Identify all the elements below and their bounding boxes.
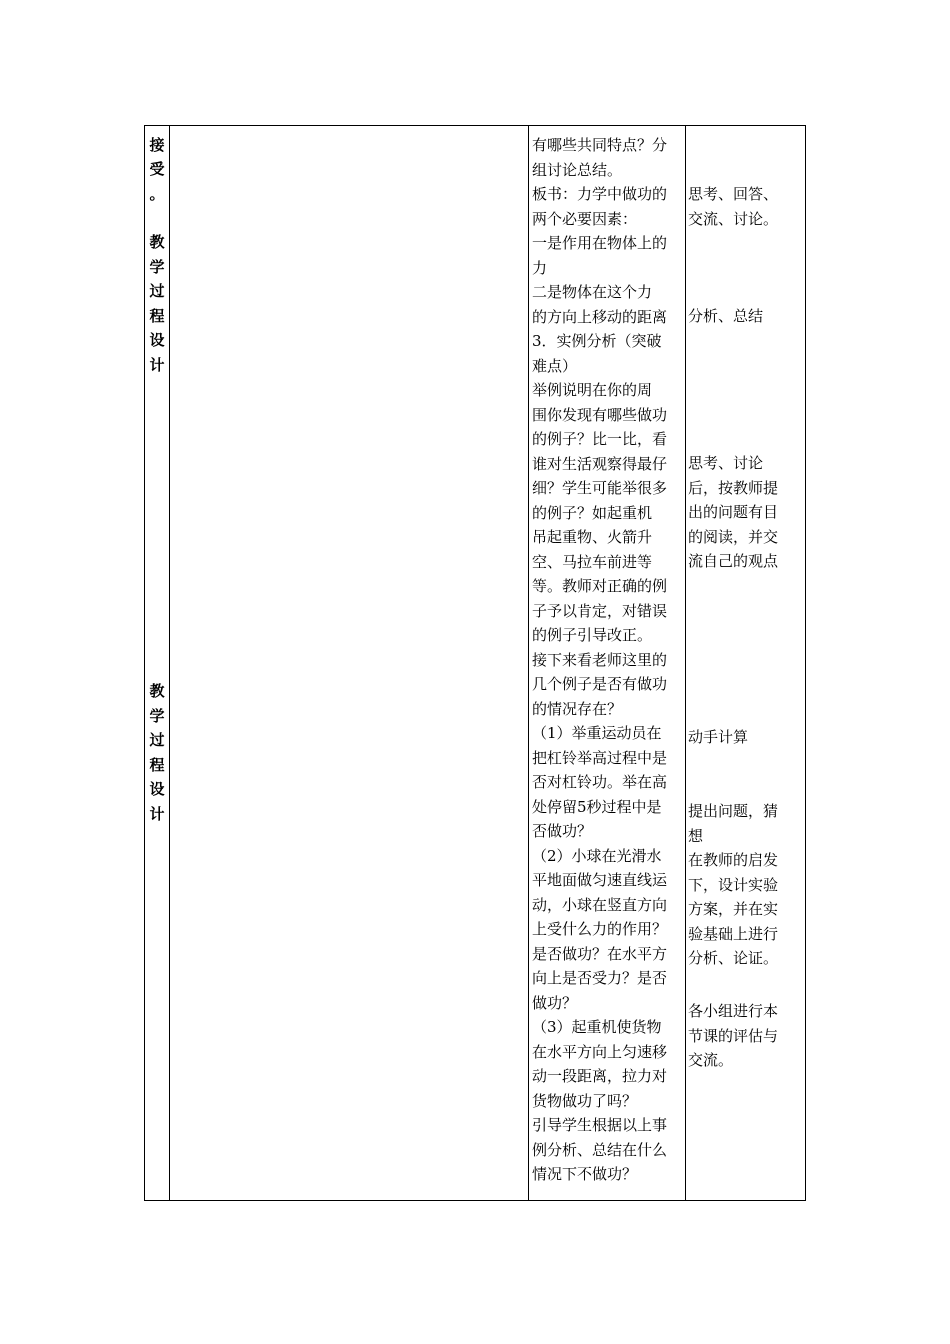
student-activity-block: [688, 182, 806, 231]
teacher-line: 子予以肯定，对错误: [532, 601, 668, 620]
teacher-line: 动，小球在竖直方向: [532, 895, 668, 914]
teacher-line: 空、马拉车前进等: [532, 552, 653, 571]
side-label-char: 学: [149, 707, 165, 725]
student-line: 在教师的启发: [688, 851, 779, 869]
teacher-line: 做功？: [532, 993, 578, 1012]
side-label-char: 计: [149, 356, 165, 374]
student-line: 交流。: [688, 1051, 734, 1069]
teacher-line: 否对杠铃功。举在高: [532, 773, 668, 791]
teacher-line: 二是物体在这个力: [532, 283, 653, 301]
teacher-line: 向上是否受力？是否: [532, 969, 668, 987]
student-activity-block: [688, 725, 806, 750]
side-label-char: 受: [149, 160, 165, 178]
teacher-line: 有哪些共同特点？分: [532, 136, 668, 154]
teacher-line: 货物做功了吗？: [532, 1091, 638, 1110]
side-label-char: 。: [149, 185, 165, 203]
student-line: 流自己的观点: [688, 552, 779, 570]
teacher-line: 等。教师对正确的例: [532, 577, 668, 595]
student-line: 动手计算: [688, 728, 749, 746]
teacher-activity-cell: [532, 133, 684, 1187]
side-label-char: 设: [149, 780, 165, 798]
side-label-char: 接: [149, 136, 165, 154]
student-line: 思考、回答、: [688, 185, 779, 203]
side-label-column: [145, 126, 169, 1200]
lesson-plan-table: [144, 125, 806, 1201]
teacher-line: 组讨论总结。: [532, 160, 623, 179]
teacher-line: 动一段距离，拉力对: [532, 1067, 668, 1085]
column-divider: [169, 126, 170, 1200]
teacher-line: 吊起重物、火箭升: [532, 528, 653, 546]
teacher-line: 是否做功？在水平方: [532, 944, 668, 963]
side-label-char: 计: [149, 805, 165, 823]
teacher-line: 几个例子是否有做功: [532, 675, 668, 693]
side-label-char: 程: [149, 756, 165, 774]
teacher-line: 难点）: [532, 356, 578, 375]
column-divider: [685, 126, 686, 1200]
teacher-line: 一是作用在物体上的: [532, 234, 668, 252]
side-label-char: 教: [149, 682, 165, 700]
teacher-line: （1）举重运动员在: [532, 724, 662, 742]
student-activity-block: [688, 999, 806, 1073]
student-line: 交流、讨论。: [688, 209, 779, 228]
side-label-char: 设: [149, 331, 165, 349]
student-line: 想: [688, 826, 704, 845]
student-line: 提出问题，猜: [688, 802, 779, 820]
teacher-line: 举例说明在你的周: [532, 381, 653, 399]
teacher-line: 例分析、总结在什么: [532, 1140, 668, 1159]
side-label-char: 教: [149, 233, 165, 251]
teacher-line: 板书：力学中做功的: [532, 185, 668, 203]
teacher-line: 平地面做匀速直线运: [532, 871, 668, 889]
student-line: 出的问题有目: [688, 503, 779, 521]
student-line: 的阅读，并交: [688, 527, 779, 546]
student-line: 思考、讨论: [688, 454, 764, 472]
teacher-line: 处停留5秒过程中是: [532, 797, 662, 816]
teacher-line: 把杠铃举高过程中是: [532, 748, 668, 767]
teacher-line: 的例子？如起重机: [532, 503, 653, 522]
student-line: 分析、论证。: [688, 949, 779, 967]
teacher-line: 情况下不做功？: [532, 1165, 638, 1183]
teacher-line: 围你发现有哪些做功: [532, 405, 668, 424]
teacher-line: （3）起重机使货物: [532, 1018, 662, 1036]
teacher-line: 在水平方向上匀速移: [532, 1042, 668, 1061]
student-line: 下，设计实验: [688, 875, 779, 894]
teacher-line: 两个必要因素：: [532, 209, 638, 228]
teacher-line: 否做功？: [532, 822, 593, 840]
student-line: 方案，并在实: [688, 900, 779, 918]
student-line: 后，按教师提: [688, 478, 779, 497]
column-divider: [528, 126, 529, 1200]
teacher-line: 的方向上移动的距离: [532, 307, 668, 326]
teacher-line: 的例子？比一比，看: [532, 430, 668, 448]
teacher-line: 接下来看老师这里的: [532, 650, 668, 669]
teacher-line: （2）小球在光滑水: [532, 846, 662, 865]
teacher-line: 3．实例分析（突破: [532, 332, 662, 350]
student-line: 各小组进行本: [688, 1002, 779, 1020]
student-activity-block: [688, 451, 806, 574]
teacher-line: 力: [532, 258, 548, 277]
teacher-line: 谁对生活观察得最仔: [532, 454, 668, 473]
teacher-line: 的例子引导改正。: [532, 626, 653, 644]
side-label-char: 学: [149, 258, 165, 276]
student-activity-block: [688, 799, 806, 971]
teacher-line: 引导学生根据以上事: [532, 1116, 668, 1134]
teacher-line: 上受什么力的作用？: [532, 920, 668, 938]
student-line: 分析、总结: [688, 307, 764, 325]
teacher-line: 的情况存在？: [532, 699, 623, 718]
student-line: 节课的评估与: [688, 1026, 779, 1045]
side-label-char: 过: [149, 731, 165, 749]
side-label-char: 过: [149, 282, 165, 300]
student-line: 验基础上进行: [688, 924, 779, 943]
student-activity-block: [688, 304, 806, 329]
side-label-char: 程: [149, 307, 165, 325]
teacher-line: 细？学生可能举很多: [532, 479, 668, 497]
